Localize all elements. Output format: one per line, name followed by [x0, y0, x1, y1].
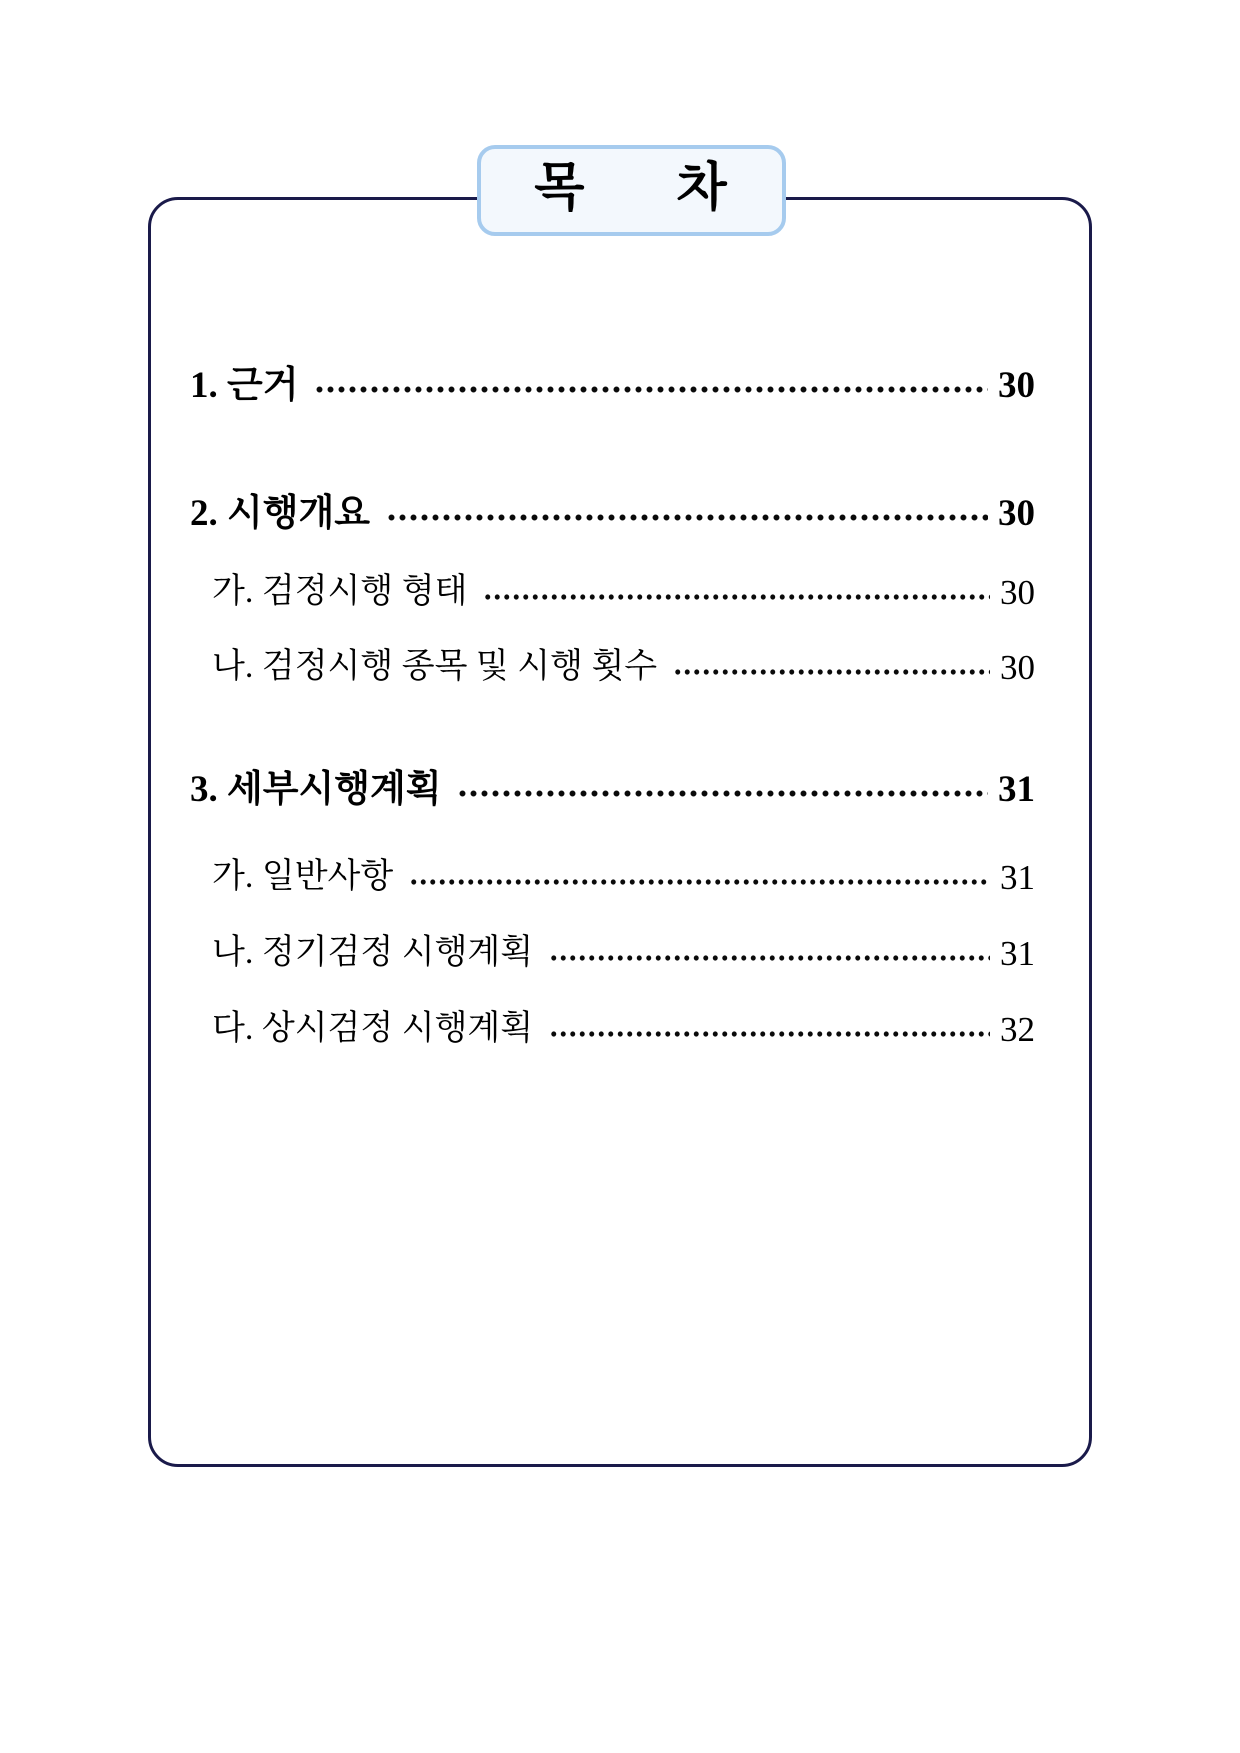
toc-leader-dots	[386, 488, 988, 538]
toc-row	[212, 852, 1035, 902]
toc-entry-label: 다. 상시검정 시행계획	[212, 1010, 534, 1047]
toc-page-number: 32	[1000, 1009, 1035, 1049]
page-title: 목 차	[534, 159, 729, 217]
toc-page-number: 30	[1000, 572, 1035, 612]
toc-entry-label: 1. 근거	[190, 364, 299, 406]
toc-leader-dots	[549, 928, 990, 978]
toc-row	[190, 360, 1035, 410]
toc-leader-dots	[409, 852, 990, 902]
toc-entry-label: 가. 검정시행 형태	[212, 573, 468, 610]
toc-page-number: 31	[998, 768, 1035, 810]
toc-page-number: 31	[1000, 933, 1035, 973]
toc-leader-dots	[549, 1004, 990, 1054]
toc-leader-dots	[314, 360, 988, 410]
toc-row	[190, 764, 1035, 814]
toc-row	[212, 928, 1035, 978]
toc-page-number: 30	[1000, 647, 1035, 687]
toc-page-number: 31	[1000, 857, 1035, 897]
toc-leader-dots	[457, 764, 988, 814]
toc-row	[212, 642, 1035, 692]
toc-row	[212, 1004, 1035, 1054]
toc-leader-dots	[673, 642, 990, 692]
toc-entry-label: 가. 일반사항	[212, 858, 394, 895]
toc-entry-label: 나. 정기검정 시행계획	[212, 934, 534, 971]
toc-page-number: 30	[998, 492, 1035, 534]
toc-row	[190, 488, 1035, 538]
toc-row	[212, 567, 1035, 617]
toc-entry-label: 나. 검정시행 종목 및 시행 횟수	[212, 648, 658, 685]
toc-entry-label: 2. 시행개요	[190, 492, 370, 534]
toc-page-number: 30	[998, 364, 1035, 406]
toc-entry-label: 3. 세부시행계획	[190, 768, 442, 810]
toc-leader-dots	[483, 567, 990, 617]
